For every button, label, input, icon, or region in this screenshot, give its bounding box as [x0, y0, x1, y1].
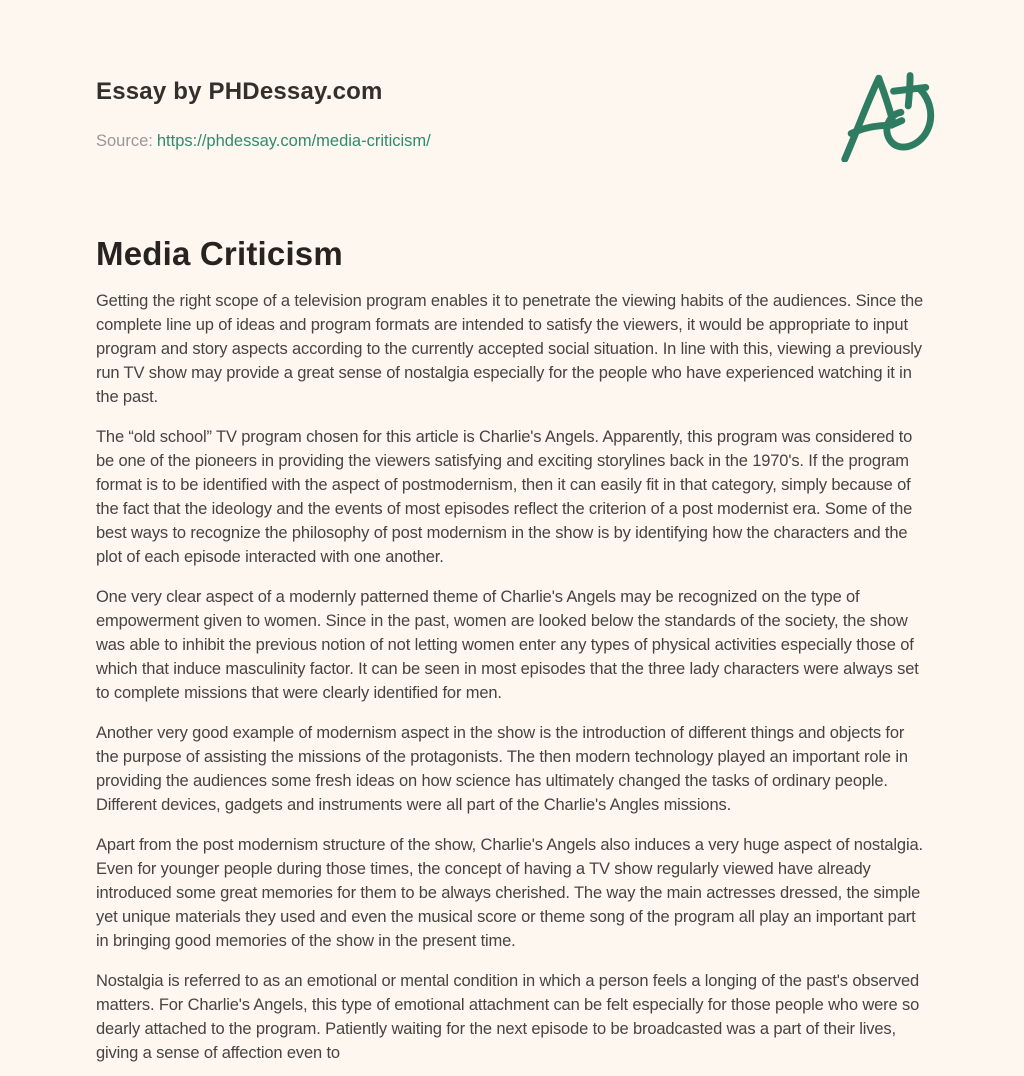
essay-paragraph: One very clear aspect of a modernly patterned theme of Charlie's Angels may be recognized on the type of empowerment given to women. Since in the past, women are looked below the standards of the society, the show was able to inhibit the previous notion of not letting women enter any types of physical activities especially those of which that induce masculinity factor. It can be seen in most episodes that the three lady characters were always set to complete missions that were clearly identified for men. — [96, 588, 919, 702]
essay-paragraph: The “old school” TV program chosen for this article is Charlie's Angels. Apparently, this program was considered to be one of the pioneers in providing the viewers satisfying and exciting storylines back in the 1970's. If the program format is to be identified with the aspect of postmodernism, then it can easily fit in that category, simply because of the fact that the ideology and the events of most episodes reflect the criterion of a post modernist era. Some of the best ways to recognize the philosophy of post modernism in the show is by identifying how the characters and the plot of each episode interacted with one another. — [96, 428, 913, 566]
essay-body — [96, 289, 928, 1065]
essay-paragraph: Another very good example of modernism aspect in the show is the introduction of different things and objects for the purpose of assisting the missions of the protagonists. The then modern technology played an important role in providing the audiences some fresh ideas on how science has ultimately changed the tasks of ordinary people. Different devices, gadgets and instruments were all part of the Charlie's Angles missions. — [96, 724, 908, 814]
source-label: Source: — [96, 132, 153, 150]
source-link[interactable]: https://phdessay.com/media-criticism/ — [156, 132, 431, 150]
site-title: Essay by PHDessay.com — [96, 78, 383, 105]
essay-paragraph: Apart from the post modernism structure of the show, Charlie's Angels also induces a very huge aspect of nostalgia. Even for younger people during those times, the concept of having a TV show regularly viewed have already introduced some great memories for them to be always cherished. The way the main actresses dressed, the simple yet unique materials they used and even the musical score or theme song of the program all play an important part in bringing good memories of the show in the present time. — [96, 836, 923, 950]
a-plus-logo-icon — [841, 70, 935, 162]
source-row — [96, 132, 928, 151]
essay-paragraph: Nostalgia is referred to as an emotional or mental condition in which a person feels a longing of the past's observed matters. For Charlie's Angels, this type of emotional attachment can be felt especially for those people who were so dearly attached to the program. Patiently waiting for the next episode to be broadcasted was a part of their lives, giving a sense of affection even to — [96, 972, 920, 1062]
document-header — [96, 78, 928, 151]
essay-title: Media Criticism — [96, 235, 343, 272]
essay-paragraph: Getting the right scope of a television program enables it to penetrate the viewing habits of the audiences. Since the complete line up of ideas and program formats are intended to satisfy the viewers, it would be appropriate to input program and story aspects according to the currently accepted social situation. In line with this, viewing a previously run TV show may provide a great sense of nostalgia especially for the people who have experienced watching it in the past. — [96, 292, 924, 406]
